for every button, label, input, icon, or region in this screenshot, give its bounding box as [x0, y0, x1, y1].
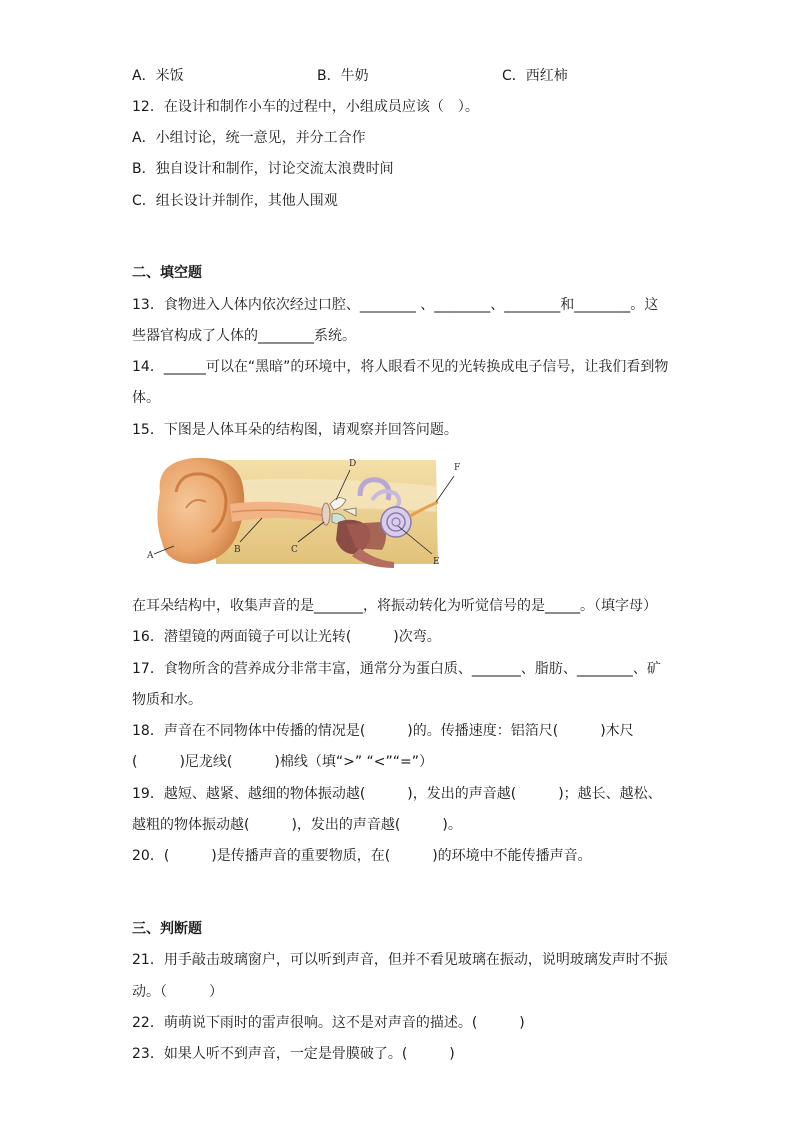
question-22: 22．萌萌说下雨时的雷声很响。这不是对声音的描述。( ): [132, 1015, 525, 1031]
question-21-line-1: 21．用手敲击玻璃窗户，可以听到声音，但并不看见玻璃在振动，说明玻璃发声时不振: [132, 952, 668, 968]
question-18-line-1: 18．声音在不同物体中传播的情况是( )的。传播速度：铝箔尺( )木尺: [132, 723, 634, 739]
option-b: B．牛奶: [317, 68, 369, 84]
question-18-line-2: ( )尼龙线( )棉线（填“>” “<”“=”）: [132, 754, 434, 770]
question-14-line-2: 体。: [132, 390, 160, 406]
eardrum: [322, 503, 330, 525]
question-13-line-1: 13．食物进入人体内依次经过口腔、________ 、________、________和________。这: [132, 297, 659, 313]
question-14-line-1: 14．______可以在“黑暗”的环境中，将人眼看不见的光转换成电子信号，让我们看到物: [132, 359, 669, 375]
question-12-option-c: C．组长设计并制作，其他人围观: [132, 193, 338, 209]
question-19-line-2: 越粗的物体振动越( )，发出的声音越( )。: [132, 817, 462, 833]
label-a: A: [147, 551, 154, 561]
question-23: 23．如果人听不到声音，一定是骨膜破了。( ): [132, 1046, 455, 1062]
question-16: 16．潜望镜的两面镜子可以让光转( )次弯。: [132, 629, 441, 645]
label-d: D: [349, 459, 357, 469]
label-b: B: [234, 545, 241, 555]
question-12-option-a: A．小组讨论，统一意见，并分工合作: [132, 130, 366, 146]
option-a: A．米饭: [132, 68, 184, 84]
question-15-stem: 15．下图是人体耳朵的结构图，请观察并回答问题。: [132, 422, 458, 438]
question-19-line-1: 19．越短、越紧、越细的物体振动越( )，发出的声音越( )；越长、越松、: [132, 786, 662, 802]
question-21-line-2: 动。（ ）: [132, 984, 223, 1000]
label-c: C: [291, 545, 298, 555]
ear-diagram: [146, 452, 466, 572]
question-12-stem: 12．在设计和制作小车的过程中，小组成员应该（ ）。: [132, 99, 479, 115]
question-13-line-2: 些器官构成了人体的________系统。: [132, 328, 356, 344]
label-e: E: [433, 557, 440, 567]
section-title-fill-in: 二、填空题: [132, 265, 202, 281]
section-title-true-false: 三、判断题: [132, 921, 202, 937]
ear-structure-figure: [146, 452, 466, 572]
option-c: C．西红柿: [502, 68, 568, 84]
question-20: 20．( )是传播声音的重要物质，在( )的环境中不能传播声音。: [132, 848, 592, 864]
question-12-option-b: B．独自设计和制作，讨论交流太浪费时间: [132, 161, 394, 177]
question-17-line-1: 17．食物所含的营养成分非常丰富，通常分为蛋白质、_______、脂肪、________、矿: [132, 661, 661, 677]
label-f: F: [454, 463, 461, 473]
question-17-line-2: 物质和水。: [132, 692, 202, 708]
question-15-answer-line: 在耳朵结构中，收集声音的是_______，将振动转化为听觉信号的是_____。（填字母）: [132, 598, 657, 614]
